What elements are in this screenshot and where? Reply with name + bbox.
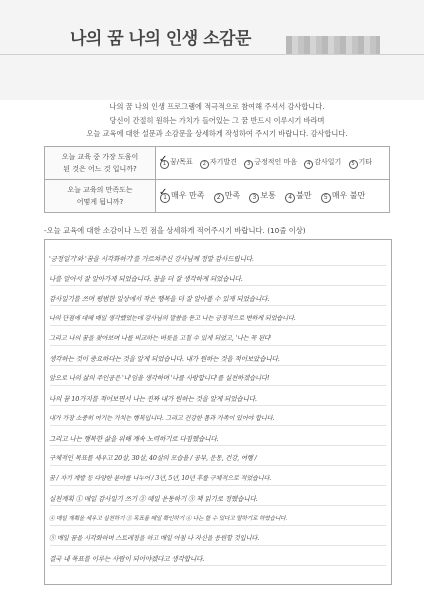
essay-line: '긍정일기'와 '꿈을 시각화하기'를 가르쳐주신 강사님께 정말 감사드립니다. <box>49 255 254 263</box>
essay-line: 그리고 나의 꿈을 찾아보며 나를 비교하는 버릇을 고칠 수 있게 되었고, '나는 꼭 된다' <box>49 335 272 342</box>
option-gratitude-diary[interactable] <box>304 157 341 169</box>
rule-line <box>50 405 386 406</box>
option-number-icon: 5 <box>321 193 331 203</box>
rule-line <box>50 305 386 306</box>
rule-line <box>50 565 386 566</box>
option-number-icon: 4 <box>285 193 295 203</box>
option-number-icon: 2 <box>214 193 224 203</box>
question-line: 어떻게 됩니까? <box>76 198 124 206</box>
essay-line: ⑤ 매일 꿈을 시각화하며 스트레칭을 하고 매일 아침 나 자신을 응원할 것입니다. <box>49 535 260 542</box>
essay-instruction: -오늘 교육에 대한 소감이나 느낀 점을 상세하게 적어주시기 바랍니다. (10줄 이상) <box>44 226 306 235</box>
rule-line <box>50 325 386 326</box>
option-dissatisfied[interactable] <box>285 190 311 203</box>
intro-line: 당신이 간절히 원하는 가치가 들어있는 그 꿈 반드시 이루시기 바라며 <box>109 115 325 125</box>
rule-line <box>50 285 386 286</box>
essay-line: 그리고 나는 행복한 삶을 위해 계속 노력하기로 다짐했습니다. <box>49 435 219 443</box>
option-label: 긍정적인 마음 <box>254 158 297 166</box>
rule-line <box>50 445 386 446</box>
rule-line <box>50 465 386 466</box>
option-very-satisfied[interactable] <box>160 190 204 203</box>
option-label: 기타 <box>358 158 373 166</box>
rule-line <box>50 485 386 486</box>
header-divider <box>0 54 424 55</box>
option-dream-goal[interactable] <box>160 157 193 169</box>
answer-options-satisfaction <box>156 180 390 213</box>
essay-box[interactable] <box>44 239 392 585</box>
survey-table <box>44 146 390 213</box>
essay-line: 나를 알아서 잘 알아가게 되었습니다. 꿈을 더 잘 생각하게 되었습니다. <box>49 275 243 283</box>
essay-line: 나의 단점에 대해 매일 생각했었는데 강사님의 말씀을 듣고 나는 긍정적으로 변하게 되었습니다. <box>49 315 296 322</box>
essay-line: 생각하는 것이 중요하다는 것을 알게 되었습니다. 내가 원하는 것을 적어보았습니다. <box>49 355 280 363</box>
essay-line: 내가 가장 소중히 여기는 가치는 행복입니다. 그리고 건강한 몸과 가족이 있어야 합니다. <box>49 415 275 422</box>
option-number-icon: 1 ✓ <box>160 193 170 203</box>
survey-row-helpful <box>45 147 390 180</box>
intro-line: 오늘 교육에 대한 설문과 소감문을 상세하게 작성하여 주시기 바랍니다. 감사합니다. <box>86 129 348 138</box>
essay-line: 감사일기를 쓰며 평범한 일상에서 작은 행복을 더 잘 알아볼 수 있게 되었습니다. <box>49 295 270 303</box>
option-other[interactable] <box>349 157 373 169</box>
option-number-icon: 3 <box>249 193 259 203</box>
option-label: 보통 <box>260 190 276 200</box>
rule-line <box>50 345 386 346</box>
option-label: 자기발견 <box>209 158 237 166</box>
question-line: 오늘 교육의 만족도는 <box>67 186 133 194</box>
question-helpful <box>45 147 156 180</box>
redacted-name-block <box>286 36 380 54</box>
question-line: 오늘 교육 중 가장 도움이 <box>61 153 139 161</box>
option-label: 감사일기 <box>314 158 342 166</box>
intro-text <box>44 100 390 141</box>
rule-line <box>50 425 386 426</box>
option-number-icon: 3 <box>244 160 253 169</box>
option-label: 꿈/목표 <box>170 158 193 166</box>
option-very-dissatisfied[interactable] <box>321 190 365 203</box>
essay-line: 앞으로 나의 삶의 주인공은 '나'임을 생각하며 '나를 사랑합니다'를 실천하겠습니다! <box>49 374 270 382</box>
intro-line: 나의 꿈 나의 인생 프로그램에 적극적으로 참여해 주셔서 감사합니다. <box>109 102 325 111</box>
rule-line <box>50 365 386 366</box>
answer-options-helpful <box>156 147 390 180</box>
rule-line <box>50 525 386 526</box>
option-neutral[interactable] <box>249 190 275 203</box>
rule-line <box>50 545 386 546</box>
option-number-icon: 1 ✓ <box>160 160 169 169</box>
rule-line <box>50 505 386 506</box>
option-label: 만족 <box>224 190 241 200</box>
option-label: 매우 만족 <box>171 190 205 200</box>
essay-line: 실천계획 ① 매일 감사일기 쓰기 ② 매일 운동하기 ③ 책 읽기로 정했습니다. <box>49 495 258 503</box>
essay-line: 나의 꿈 10가지를 적어보면서 나는 진짜 내가 원하는 것을 알게 되었습니다. <box>49 395 257 403</box>
option-label: 불만 <box>296 190 312 200</box>
essay-line: ④ 매일 계획을 세우고 실천하기 ⑤ 목표를 매일 확인하기 ⑥ 나는 할 수 있다고 말하기로 하였습니다. <box>49 516 288 522</box>
option-number-icon: 4 <box>304 160 313 169</box>
rule-line <box>50 385 386 386</box>
survey-row-satisfaction <box>45 180 390 213</box>
rule-line <box>50 265 386 266</box>
page-title: 나의 꿈 나의 인생 소감문 <box>70 29 251 49</box>
option-number-icon: 5 <box>349 160 358 169</box>
question-satisfaction <box>45 180 156 213</box>
option-satisfied[interactable] <box>214 190 240 203</box>
option-number-icon: 2 <box>200 160 209 169</box>
essay-line: 결국 내 목표를 이루는 사람이 되어야겠다고 생각합니다. <box>49 555 205 563</box>
option-positive-mind[interactable] <box>244 157 297 169</box>
question-line: 된 것은 어느 것 입니까? <box>63 165 137 173</box>
essay-line: 구체적인 목표를 세우고 20살, 30살, 40살의 모습을 / 공부, 운동, 건강, 여행 / <box>49 454 257 462</box>
option-label: 매우 불만 <box>331 190 366 200</box>
option-self-discovery[interactable] <box>200 157 237 169</box>
essay-line: 꿈 / 자기 계발 등 다양한 분야를 나누어 / 3년, 5년, 10년 후를 구체적으로 적었습니다. <box>49 475 272 482</box>
